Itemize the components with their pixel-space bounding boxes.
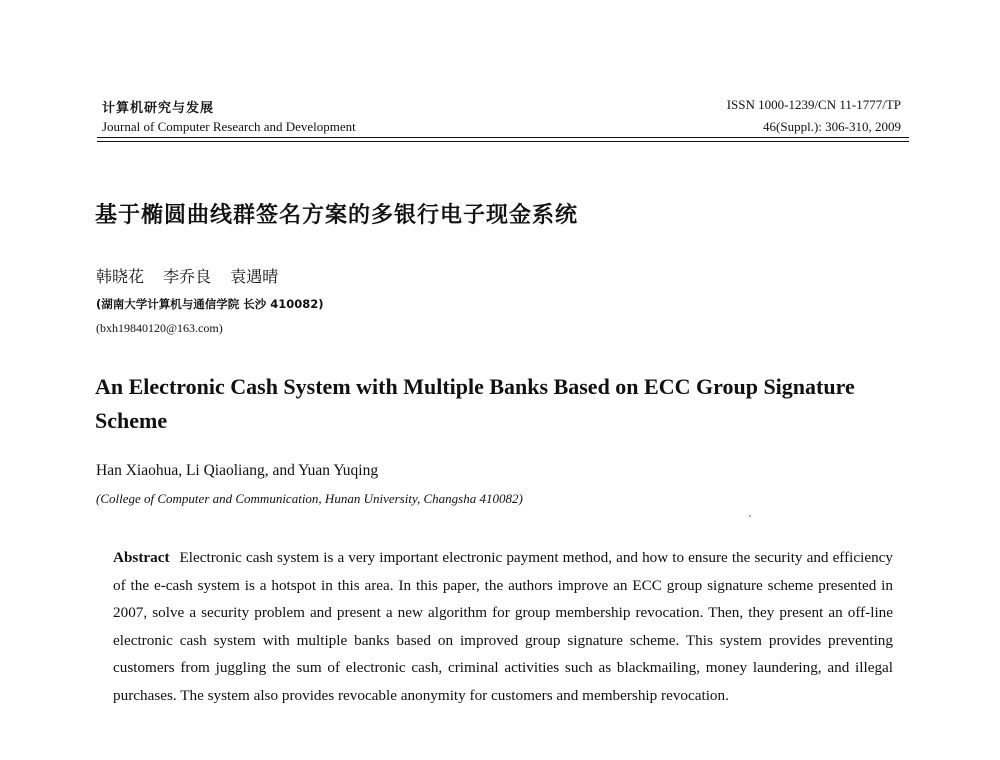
chinese-author-2: 李乔良 xyxy=(163,267,212,286)
scan-speck xyxy=(749,515,751,517)
header-rule-thick xyxy=(97,137,909,138)
journal-name-chinese: 计算机研究与发展 xyxy=(102,101,215,116)
english-authors: Han Xiaohua, Li Qiaoliang, and Yuan Yuqing xyxy=(96,462,379,479)
chinese-authors xyxy=(96,264,292,287)
english-title: An Electronic Cash System with Multiple Banks Based on ECC Group Signature Scheme xyxy=(95,374,855,433)
abstract-label: Abstract xyxy=(113,549,170,566)
chinese-author-3: 袁遇晴 xyxy=(230,267,279,286)
chinese-affiliation: (湖南大学计算机与通信学院 长沙 410082) xyxy=(96,297,324,311)
chinese-title: 基于椭圆曲线群签名方案的多银行电子现金系统 xyxy=(95,203,579,228)
abstract-paragraph xyxy=(113,544,893,709)
journal-name-english: Journal of Computer Research and Development xyxy=(102,119,356,134)
abstract-text: Electronic cash system is a very important electronic payment method, and how to ensure the security and efficiency of the e-cash system is a hotspot in this area. In this paper, the authors improve an ECC group signature scheme presented in 2007, solve a security problem and present a new algorithm for group membership revocation. Then, they present an off-line electronic cash system with multiple banks based on improved group signature scheme. This system provides preventing customers from juggling the sum of electronic cash, criminal activities such as blackmailing, money laundering, and illegal purchases. The system also provides revocable anonymity for customers and membership revocation. xyxy=(113,549,893,704)
chinese-author-1: 韩晓花 xyxy=(96,267,145,286)
issue-line: 46(Suppl.): 306-310, 2009 xyxy=(763,119,901,134)
english-affiliation: (College of Computer and Communication, Hunan University, Changsha 410082) xyxy=(96,491,523,506)
author-email: (bxh19840120@163.com) xyxy=(96,321,223,335)
header-rule-thin xyxy=(97,141,909,142)
issn-line: ISSN 1000-1239/CN 11-1777/TP xyxy=(726,97,901,112)
